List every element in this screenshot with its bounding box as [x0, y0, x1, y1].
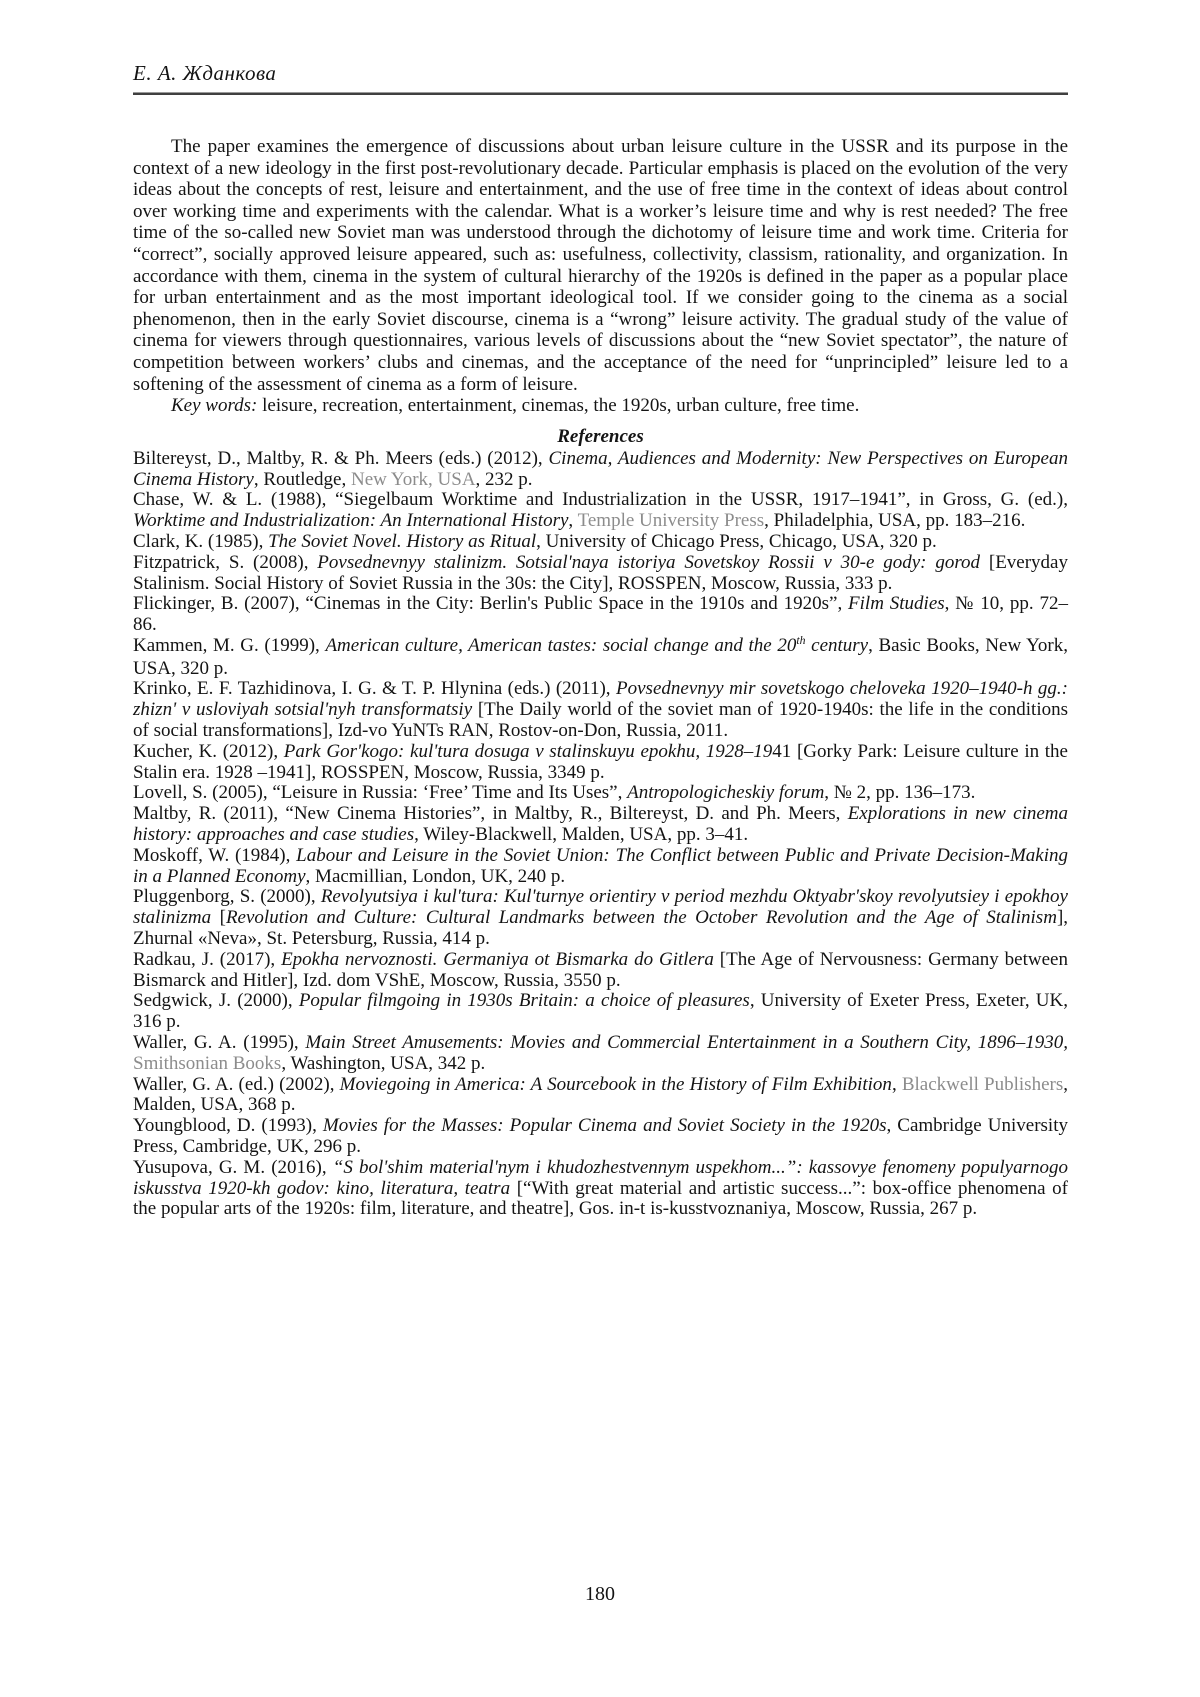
reference-text-segment: , Cambridge University Press, Cambridge, UK, 296 p. [133, 1115, 1068, 1158]
running-header-author: Е. А. Жданкова [133, 61, 277, 85]
reference-text-segment: 41 [Gorky Park: Leisure culture in the Stalin era. 1928 –1941], ROSSPEN, Moscow, Russia, 3349 p. [133, 740, 1068, 783]
reference-text-segment: “S bol'shim material'nym i khudozhestvennym uspekhom...”: kassovye fenomeny populyarnogo iskusstva 1920-kh godov: kino, literatura, teatra [133, 1156, 1068, 1199]
reference-text-segment: [ [211, 907, 226, 929]
page-header [133, 0, 1068, 95]
reference-entry [133, 679, 1068, 741]
reference-text-segment: Movies for the Masses: Popular Cinema and Soviet Society in the 1920s [322, 1115, 887, 1137]
keywords-label: Key words: [171, 395, 258, 417]
reference-text-segment: Kucher, K. (2012), [133, 740, 284, 762]
keywords-line [133, 395, 1068, 417]
reference-entry [133, 449, 1068, 491]
reference-text-segment: Worktime and Industrialization: An International History [133, 510, 569, 532]
reference-text-segment: [“With great material and artistic success...”: box-office phenomena of the popular arts of the 1920s: film, literature, and theatre], Gos. in-t is-kusstvoznaniya, Moscow, Russia, 267 p. [133, 1177, 1068, 1220]
reference-text-segment: Chase, W. & L. (1988), “Siegelbaum Worktime and Industrialization in the USSR, 1917–1941”, in Gross, G. (ed.), [133, 489, 1068, 511]
reference-text-segment: Flickinger, B. (2007), “Cinemas in the City: Berlin's Public Space in the 1910s and 1920s”, [133, 593, 849, 615]
page-number: 180 [585, 1583, 615, 1605]
reference-text-segment: Park Gor'kogo: kul'tura dosuga v stalinskuyu epokhu, 1928–19 [283, 740, 773, 762]
reference-text-segment: , Malden, USA, 368 p. [133, 1073, 1068, 1116]
reference-entry [133, 553, 1068, 595]
page-content [133, 0, 1068, 1220]
abstract-paragraph: The paper examines the emergence of discussions about urban leisure culture in the USSR and its purpose in the context of a new ideology in the first post-revolutionary decade. Particular emphasis is placed on the evolution of the very ideas about the concepts of rest, leisure and entertainment, and the use of free time in the context of ideas about control over working time and experiments with the calendar. What is a worker’s leisure time and why is rest needed? The free time of the so-called new Soviet man was understood through the dichotomy of leisure time and work time. Criteria for “correct”, socially approved leisure appeared, such as: usefulness, collectivity, classism, rationality, and organization. In accordance with them, cinema in the system of cultural hierarchy of the 1920s is defined in the paper as a popular place for urban entertainment and as the most important ideological tool. If we consider going to the cinema as a social phenomenon, then in the early Soviet discourse, cinema is a “wrong” leisure activity. The gradual study of the value of cinema for viewers through questionnaires, various levels of discussions about the “new Soviet spectator”, the nature of competition between workers’ clubs and cinemas, and the acceptance of the need for “unprincipled” leisure led to a softening of the assessment of cinema as a form of leisure. [133, 136, 1068, 395]
reference-text-segment: Moviegoing in America: A Sourcebook in the History of Film Exhibition [339, 1073, 892, 1095]
reference-text-segment: , 232 p. [475, 468, 533, 490]
reference-text-segment: Povsednevnyy stalinizm. Sotsial'naya istoriya Sovetskoy Rossii v 30-e gody: gorod [317, 551, 981, 573]
reference-text-segment: , № 2, pp. 136–173. [824, 782, 976, 804]
reference-entry [133, 846, 1068, 888]
reference-text-segment: Epokha nervoznosti. Germaniya ot Bismarka do Gitlera [281, 948, 714, 970]
reference-entry [133, 1116, 1068, 1158]
reference-text-segment: New York, USA [350, 468, 476, 490]
reference-text-segment: , Wiley-Blackwell, Malden, USA, pp. 3–41. [414, 824, 749, 846]
reference-text-segment: Waller, G. A. (ed.) (2002), [133, 1073, 340, 1095]
reference-entry [133, 887, 1068, 949]
reference-text-segment: , № 10, pp. 72–86. [133, 593, 1068, 636]
reference-text-segment: Revolution and Culture: Cultural Landmarks between the October Revolution and the Age of Stalinism [225, 907, 1057, 929]
references-list [133, 449, 1068, 1220]
reference-text-segment: Waller, G. A. (1995), [133, 1032, 306, 1054]
reference-text-segment: Povsednevnyy mir sovetskogo cheloveka 1920–1940-h gg.: zhizn' v usloviyah sotsial'nyh transformatsiy [133, 678, 1068, 721]
reference-text-segment: Film Studies [848, 593, 945, 615]
reference-text-segment: Yusupova, G. M. (2016), [133, 1156, 333, 1178]
reference-text-segment: Maltby, R. (2011), “New Cinema Histories”, in Maltby, R., Biltereyst, D. and Ph. Meers, [133, 803, 848, 825]
reference-entry [133, 594, 1068, 636]
reference-text-segment: , Washington, USA, 342 p. [281, 1052, 486, 1074]
reference-text-segment: Explorations in new cinema history: approaches and case studies [133, 803, 1068, 846]
reference-text-segment: , [891, 1073, 902, 1095]
reference-text-segment: Smithsonian Books [133, 1052, 282, 1074]
reference-text-segment: Youngblood, D. (1993), [133, 1115, 323, 1137]
reference-text-segment: Blackwell Publishers [901, 1073, 1064, 1095]
reference-entry [133, 742, 1068, 784]
reference-entry [133, 490, 1068, 532]
reference-entry [133, 636, 1068, 680]
reference-text-segment: Popular filmgoing in 1930s Britain: a choice of pleasures [298, 990, 750, 1012]
reference-text-segment: century [805, 634, 869, 656]
reference-text-segment: ], Zhurnal «Neva», St. Petersburg, Russia, 414 p. [133, 907, 1069, 950]
reference-entry [133, 532, 1068, 553]
reference-entry [133, 1033, 1068, 1075]
reference-text-segment: Moskoff, W. (1984), [133, 844, 297, 866]
reference-text-segment: Kammen, M. G. (1999), [133, 634, 326, 656]
reference-text-segment: , University of Exeter Press, Exeter, UK, 316 p. [133, 990, 1068, 1033]
reference-text-segment: Sedgwick, J. (2000), [133, 990, 299, 1012]
reference-text-segment: Revolyutsiya i kul'tura: Kul'turnye orientiry v period mezhdu Oktyabr'skoy revolyutsiey i epokhoy stalinizma [133, 886, 1068, 929]
reference-text-segment: Clark, K. (1985), [133, 530, 269, 552]
references-heading: References [557, 425, 644, 447]
reference-text-segment: Labour and Leisure in the Soviet Union: The Conflict between Public and Private Decision-Making in a Planned Economy [133, 844, 1068, 887]
reference-entry [133, 1075, 1068, 1117]
reference-text-segment: , University of Chicago Press, Chicago, USA, 320 p. [536, 530, 937, 552]
reference-text-segment: Temple University Press [577, 510, 765, 532]
header-rule [133, 92, 1068, 95]
reference-text-segment: , [568, 510, 578, 532]
reference-text-segment: Main Street Amusements: Movies and Commercial Entertainment in a Southern City, 1896–1930, [305, 1032, 1068, 1054]
reference-text-segment: Antropologicheskiy forum [627, 782, 825, 804]
reference-text-segment: Cinema, Audiences and Modernity: New Perspectives on European Cinema History [133, 447, 1068, 490]
reference-text-segment: Radkau, J. (2017), [133, 948, 282, 970]
reference-entry [133, 1158, 1068, 1220]
reference-text-segment: Fitzpatrick, S. (2008), [133, 551, 318, 573]
reference-entry [133, 804, 1068, 846]
reference-text-segment: Krinko, E. F. Tazhidinova, I. G. & T. P. Hlynina (eds.) (2011), [133, 678, 617, 700]
reference-text-segment: , Basic Books, New York, USA, 320 p. [133, 634, 1068, 679]
reference-text-segment: [The Age of Nervousness: Germany between Bismarck and Hitler], Izd. dom VShE, Moscow, Russia, 3550 p. [133, 948, 1068, 991]
reference-entry [133, 783, 1068, 804]
page-body [133, 136, 1068, 1220]
keywords-text: leisure, recreation, entertainment, cinemas, the 1920s, urban culture, free time. [257, 395, 860, 417]
reference-text-segment: , Routledge, [253, 468, 351, 490]
reference-text-segment: The Soviet Novel. History as Ritual [268, 530, 537, 552]
reference-text-segment: Biltereyst, D., Maltby, R. & Ph. Meers (eds.) (2012), [133, 447, 549, 469]
reference-entry [133, 950, 1068, 992]
reference-text-segment: , Macmillian, London, UK, 240 p. [305, 865, 566, 887]
reference-text-segment: , Philadelphia, USA, pp. 183–216. [764, 510, 1026, 532]
reference-text-segment: Pluggenborg, S. (2000), [133, 886, 321, 908]
reference-entry [133, 991, 1068, 1033]
reference-text-segment: th [796, 634, 806, 648]
reference-text-segment: Lovell, S. (2005), “Leisure in Russia: ‘Free’ Time and Its Uses”, [133, 782, 628, 804]
reference-text-segment: [The Daily world of the soviet man of 1920-1940s: the life in the conditions of social transformations], Izd-vo YuNTs RAN, Rostov-on-Don, Russia, 2011. [133, 699, 1068, 742]
reference-text-segment: [Everyday Stalinism. Social History of Soviet Russia in the 30s: the City], ROSSPEN, Moscow, Russia, 333 p. [133, 551, 1068, 594]
reference-text-segment: American culture, American tastes: social change and the 20 [325, 634, 797, 656]
